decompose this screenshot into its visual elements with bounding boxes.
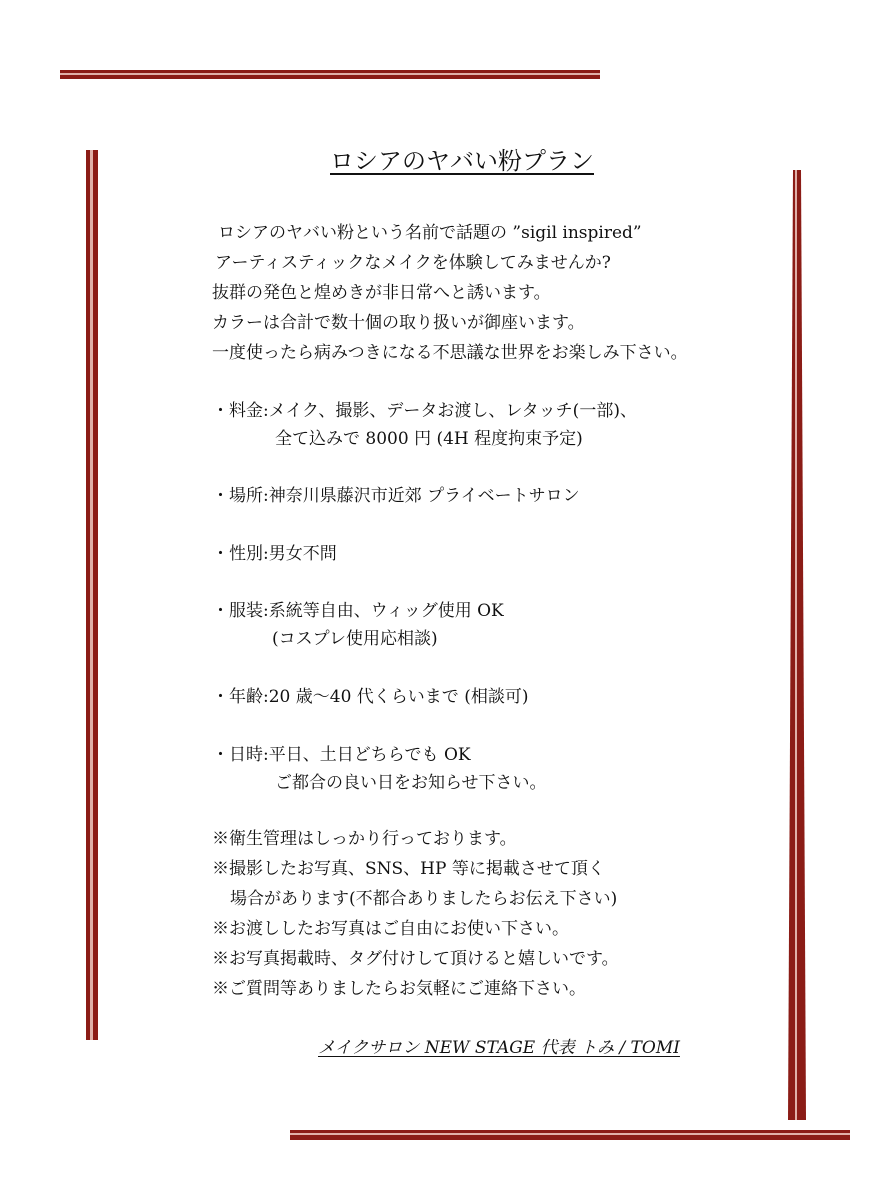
intro-line: アーティスティックなメイクを体験してみませんか? bbox=[215, 253, 611, 273]
note-line: ※衛生管理はしっかり行っております。 bbox=[212, 829, 517, 849]
note-line: ※お写真掲載時、タグ付けして頂けると嬉しいです。 bbox=[212, 949, 619, 969]
note-line: ※ご質問等ありましたらお気軽にご連絡下さい。 bbox=[212, 979, 586, 999]
price-line-continued: 全て込みで 8000 円 (4H 程度拘束予定) bbox=[275, 429, 583, 449]
page-title: ロシアのヤバい粉プラン bbox=[330, 147, 594, 175]
signature: メイクサロン NEW STAGE 代表 トみ / TOMI bbox=[318, 1038, 680, 1058]
note-line: ※お渡ししたお写真はご自由にお使い下さい。 bbox=[212, 919, 569, 939]
price-line: ・料金:メイク、撮影、データお渡し、レタッチ(一部)、 bbox=[212, 401, 637, 421]
place-line: ・場所:神奈川県藤沢市近郊 プライベートサロン bbox=[212, 486, 580, 506]
intro-line: 一度使ったら病みつきになる不思議な世界をお楽しみ下さい。 bbox=[212, 343, 688, 363]
gender-line: ・性別:男女不問 bbox=[212, 544, 337, 564]
intro-line: 抜群の発色と煌めきが非日常へと誘います。 bbox=[212, 283, 551, 303]
clothing-line-continued: (コスプレ使用応相談) bbox=[272, 629, 438, 649]
note-line: 場合があります(不都合ありましたらお伝え下さい) bbox=[230, 889, 618, 909]
intro-line: ロシアのヤバい粉という名前で話題の ”sigil inspired” bbox=[218, 223, 642, 243]
age-line: ・年齢:20 歳〜40 代くらいまで (相談可) bbox=[212, 687, 529, 707]
date-line: ・日時:平日、土日どちらでも OK bbox=[212, 745, 471, 765]
date-line-continued: ご都合の良い日をお知らせ下さい。 bbox=[275, 773, 547, 793]
clothing-line: ・服装:系統等自由、ウィッグ使用 OK bbox=[212, 601, 504, 621]
intro-line: カラーは合計で数十個の取り扱いが御座います。 bbox=[212, 313, 585, 333]
note-line: ※撮影したお写真、SNS、HP 等に掲載させて頂く bbox=[212, 859, 605, 879]
